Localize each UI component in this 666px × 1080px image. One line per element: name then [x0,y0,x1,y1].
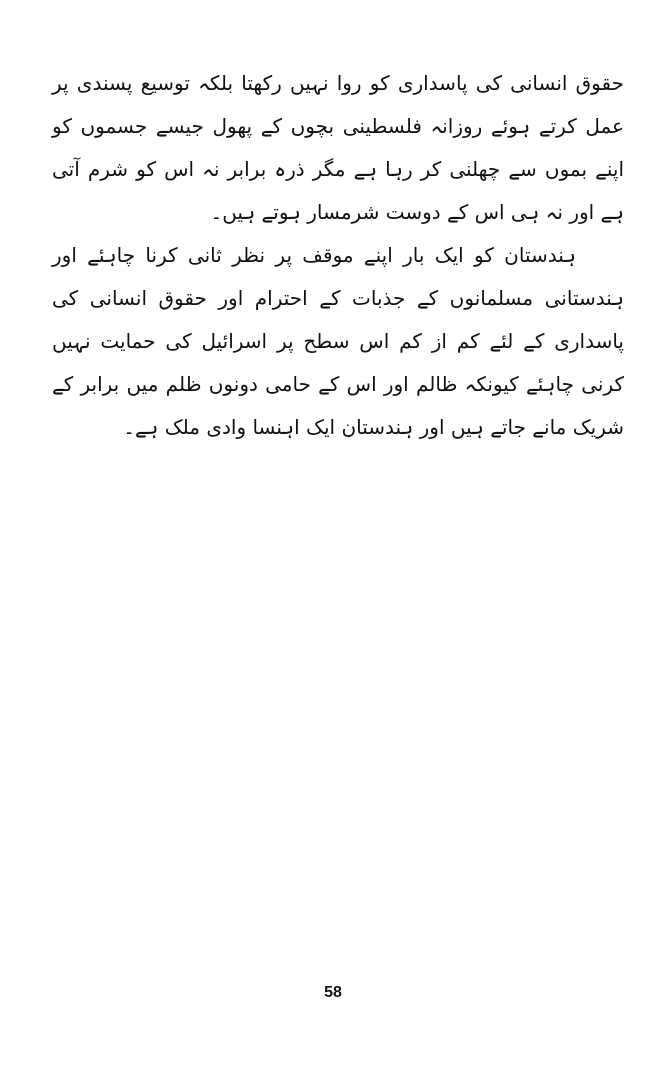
paragraph-1: حقوق انسانی کی پاسداری کو روا نہیں رکھتا بلکہ توسیع پسندی پر عمل کرتے ہوئے روزانہ فلسطینی بچوں کے پھول جیسے جسموں کو اپنے بموں سے چھلنی کر رہا ہے مگر ذرہ برابر نہ اس کو شرم آتی ہے اور نہ ہی اس کے دوست شرمسار ہوتے ہیں۔ [52,71,624,224]
page-number: 58 [324,984,342,1001]
paragraph-2: ہندستان کو ایک بار اپنے موقف پر نظر ثانی کرنا چاہئے اور ہندستانی مسلمانوں کے جذبات کے احترام اور حقوق انسانی کی پاسداری کے لئے کم از کم اس سطح پر اسرائیل کی حمایت نہیں کرنی چاہئے کیونکہ ظالم اور اس کے حامی دونوں ظلم میں برابر کے شریک مانے جاتے ہیں اور ہندستان ایک اہنسا وادی ملک ہے۔ [52,243,624,439]
urdu-text-body [52,62,624,449]
